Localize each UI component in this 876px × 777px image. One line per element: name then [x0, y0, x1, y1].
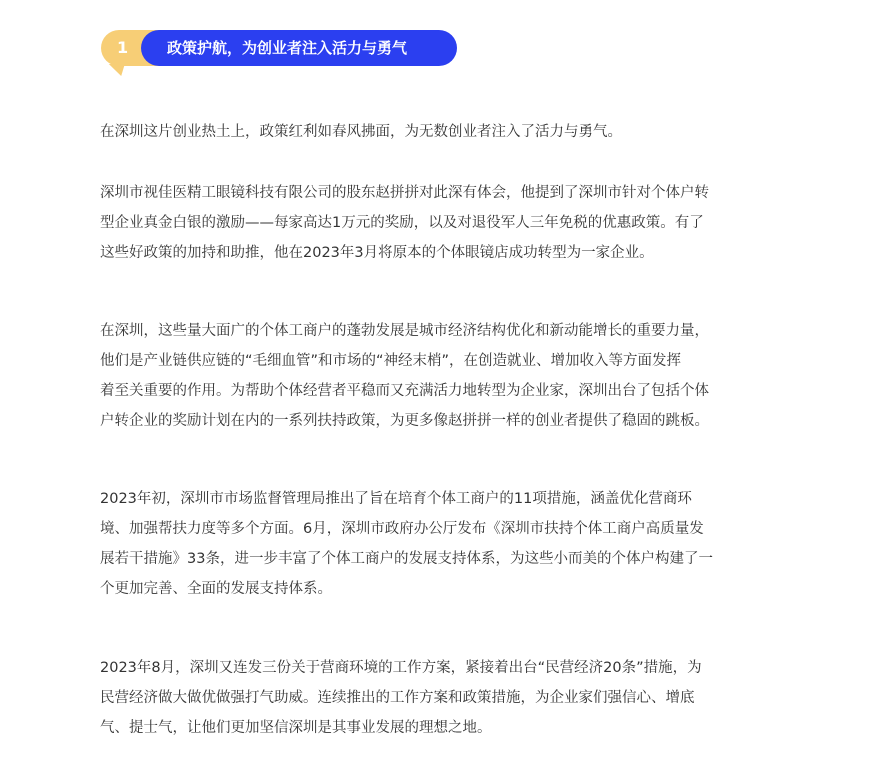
text-line: 境、加强帮扶力度等多个方面。6月，深圳市政府办公厅发布《深圳市扶持个体工商户高质量发 [100, 521, 704, 537]
text-line: 深圳市视佳医精工眼镜科技有限公司的股东赵拼拼对此深有体会，他提到了深圳市针对个体户转 [100, 185, 709, 201]
text-line: 2023年8月，深圳又连发三份关于营商环境的工作方案，紧接着出台“民营经济20条”措施，为 [100, 660, 702, 676]
text-line: 民营经济做大做优做强打气助威。连续推出的工作方案和政策措施，为企业家们强信心、增底 [100, 690, 695, 706]
text-line: 着至关重要的作用。为帮助个体经营者平稳而又充满活力地转型为企业家，深圳出台了包括个体 [100, 383, 709, 399]
paragraph-3 [100, 316, 780, 436]
section-number: 1 [117, 38, 129, 57]
text-line: 在深圳这片创业热土上，政策红利如春风拂面，为无数创业者注入了活力与勇气。 [100, 124, 622, 140]
section-title: 政策护航，为创业者注入活力与勇气 [167, 39, 408, 57]
text-line: 个更加完善、全面的发展支持体系。 [100, 581, 332, 597]
text-line: 气、提士气，让他们更加坚信深圳是其事业发展的理想之地。 [100, 720, 492, 736]
text-line: 这些好政策的加持和助推，他在2023年3月将原本的个体眼镜店成功转型为一家企业。 [100, 245, 654, 261]
text-line: 户转企业的奖励计划在内的一系列扶持政策，为更多像赵拼拼一样的创业者提供了稳固的跳板。 [100, 413, 709, 429]
text-line: 型企业真金白银的激励——每家高达1万元的奖励，以及对退役军人三年免税的优惠政策。有了 [100, 215, 704, 231]
section-heading [101, 30, 461, 78]
paragraph-5 [100, 653, 780, 743]
paragraph-4 [100, 484, 780, 604]
text-line: 他们是产业链供应链的“毛细血管”和市场的“神经末梢”，在创造就业、增加收入等方面发挥 [100, 353, 682, 369]
text-line: 展若干措施》33条，进一步丰富了个体工商户的发展支持体系，为这些小而美的个体户构建了一 [100, 551, 713, 567]
paragraph-2 [100, 178, 780, 268]
text-line: 2023年初，深圳市市场监督管理局推出了旨在培育个体工商户的11项措施，涵盖优化营商环 [100, 491, 692, 507]
text-line: 在深圳，这些量大面广的个体工商户的蓬勃发展是城市经济结构优化和新动能增长的重要力量， [100, 323, 709, 339]
paragraph-1 [100, 117, 780, 147]
